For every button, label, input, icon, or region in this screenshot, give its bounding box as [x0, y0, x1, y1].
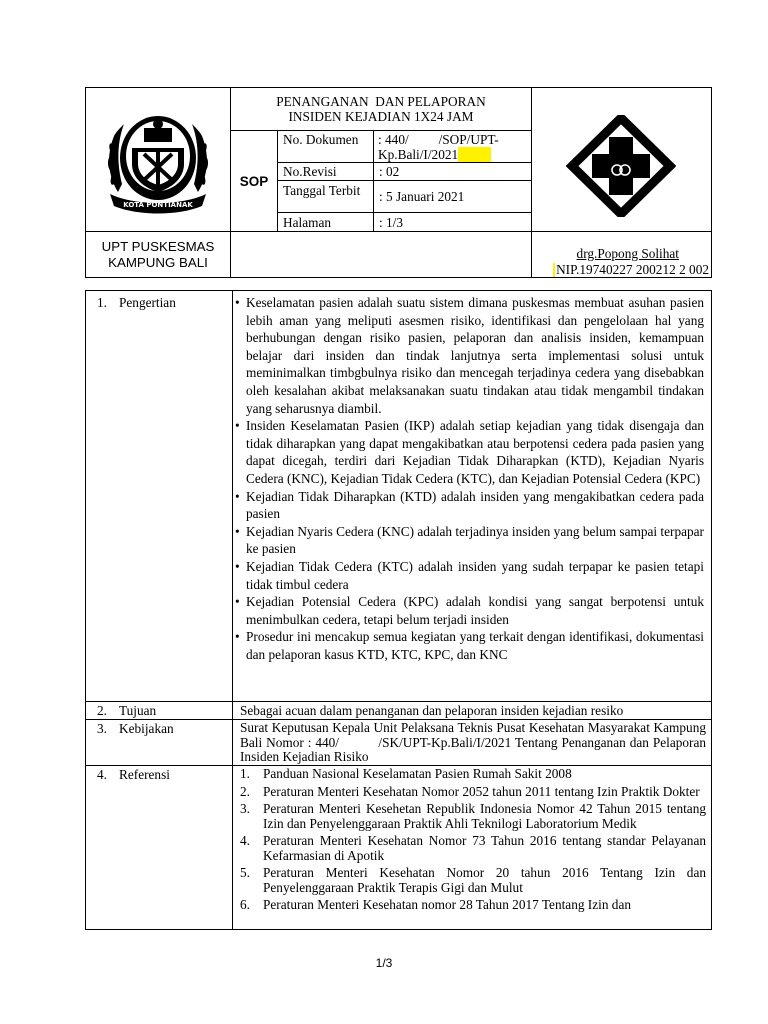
reference-text: Peraturan Menteri Kesehatan Nomor 20 tahun 2016 Tentang Izin dan Penyelenggaraan Praktik Terapis Gigi dan Mulut	[263, 865, 706, 895]
section-tujuan-label	[86, 702, 232, 719]
doc-number-text: : 440/ /SOP/UPT-Kp.Bali/I/2021	[378, 132, 499, 162]
sop-header-table	[85, 87, 712, 278]
section-pengertian-content	[234, 294, 704, 663]
section-4-number: 4.	[97, 767, 107, 782]
definition-item: • Kejadian Tidak Cedera (KTC) adalah insiden yang sudah terpapar ke pasien tetapi tidak timbul cedera	[234, 558, 704, 593]
section-2-number: 2.	[97, 703, 107, 718]
reference-item	[236, 802, 706, 831]
nip-highlight-mark	[553, 263, 555, 277]
sop-content-table	[85, 290, 712, 930]
reference-text: Peraturan Menteri Kesehetan Republik Indonesia Nomor 42 Tahun 2015 tentang Izin dan Penyelenggaraan Praktik Ahli Teknilogi Laboratorium Medik	[263, 801, 706, 831]
page-value: : 1/3	[379, 214, 404, 230]
org-line-1: UPT PUSKESMAS	[101, 239, 215, 254]
reference-text: Peraturan Menteri Kesehatan Nomor 2052 tahun 2011 tentang Izin Praktik Dokter	[263, 783, 700, 799]
city-emblem-logo	[104, 106, 212, 216]
reference-number: 5.	[240, 865, 250, 880]
section-4-title: Referensi	[119, 767, 170, 782]
section-pengertian-label	[86, 294, 232, 311]
doc-number-value	[374, 131, 531, 163]
reference-text: Peraturan Menteri Kesehatan Nomor 73 Tahun 2016 tentang standar Pelayanan Kefarmasian di Apotik	[263, 833, 706, 863]
title-line-2: INSIDEN KEJADIAN 1X24 JAM	[288, 109, 474, 124]
section-referensi-label	[86, 766, 232, 783]
section-referensi-content	[236, 767, 706, 916]
section-3-number: 3.	[97, 721, 107, 736]
definition-item: • Kejadian Potensial Cedera (KPC) adalah kondisi yang sangat berpotensi untuk menimbulkan cedera, tetapi belum terjadi insiden	[234, 593, 704, 628]
section-2-title: Tujuan	[119, 703, 157, 718]
reference-text: Panduan Nasional Keselamatan Pasien Rumah Sakit 2008	[263, 766, 572, 781]
revision-value: : 02	[374, 163, 531, 181]
signer-nip: NIP.19740227 200212 2 002	[556, 261, 709, 277]
header-divider-right	[531, 88, 532, 231]
reference-number: 2.	[240, 783, 250, 799]
reference-number: 3.	[240, 801, 250, 816]
signer-nip-row	[532, 262, 709, 278]
reference-item	[236, 866, 706, 895]
reference-text: Peraturan Menteri Kesehatan nomor 28 Tahun 2017 Tentang Izin dan	[263, 897, 632, 912]
section-tujuan-content: Sebagai acuan dalam penanganan dan pelaporan insiden kejadian resiko	[240, 703, 624, 718]
definition-item: • Keselamatan pasien adalah suatu sistem dimana puskesmas membuat asuhan pasien lebih aman yang meliputi asesmen risiko, identifikasi dan pengelolaan hal yang berhubungan dengan risiko pasien, pelaporan dan analisis insiden, kemampuan belajar dari insiden dan tindak lanjutnya serta implementasi solusi untuk meminimalkan timbgbulnya risiko dan mencegah terjadinya cedera yang disebabkan oleh kesalahan akibat melaksanakan suatu tindakan atau tidak mengambil tindakan yang seharusnya diambil.	[234, 294, 704, 417]
sop-label: SOP	[231, 131, 278, 231]
revision-label: No.Revisi	[278, 163, 374, 181]
section-1-title: Pengertian	[119, 295, 176, 310]
title-line-1: PENANGANAN DAN PELAPORAN	[276, 94, 486, 109]
definition-item: • Insiden Keselamatan Pasien (IKP) adalah setiap kejadian yang tidak disengaja dan tidak diharapkan yang dapat mengakibatkan atau berpotensi cedera pada pasien yang dapat dicegah, terdiri dari Kejadian Tidak Diharapkan (KTD), Kejadian Nyaris Cedera (KNC), Kejadian Tidak Cedera (KTC), dan Kejadian Potensial Cedera (KPC)	[234, 417, 704, 487]
signer-name: drg.Popong Solihat	[576, 246, 679, 261]
health-cross-logo	[566, 115, 676, 217]
section-3-title: Kebijakan	[119, 721, 174, 736]
doc-number-label: No. Dokumen	[278, 131, 374, 163]
issue-date-label: Tanggal Terbit	[278, 181, 374, 213]
definition-item: • Kejadian Tidak Diharapkan (KTD) adalah insiden yang mengakibatkan cedera pada pasien	[234, 488, 704, 523]
organization-name	[86, 232, 230, 278]
reference-item	[236, 834, 706, 863]
definition-list	[234, 294, 704, 663]
document-title	[231, 88, 531, 130]
section-kebijakan-content: Surat Keputusan Kepala Unit Pelaksana Teknis Pusat Kesehatan Masyarakat Kampung Bali Nomor : 440/ /SK/UPT-Kp.Bali/I/2021 Tentang Penanganan dan Pelaporan Insiden Kejadian Risiko	[240, 720, 710, 765]
signer-block	[532, 246, 711, 277]
definition-item: • Prosedur ini mencakup semua kegiatan yang terkait dengan identifikasi, dokumentasi dan pelaporan kasus KTD, KTC, KPC, dan KNC	[234, 628, 704, 663]
emblem-caption: KOTA PONTIANAK	[123, 201, 193, 209]
reference-item	[236, 767, 706, 782]
doc-number-highlight	[458, 147, 491, 162]
section-kebijakan-label	[86, 720, 232, 737]
reference-item	[236, 898, 706, 913]
reference-number: 6.	[240, 897, 250, 912]
reference-number: 4.	[240, 833, 250, 848]
page-number: 1/3	[375, 956, 393, 970]
section-1-number: 1.	[97, 295, 107, 310]
definition-item: • Kejadian Nyaris Cedera (KNC) adalah terjadinya insiden yang belum sampai terpapar ke pasien	[234, 523, 704, 558]
content-column-divider	[232, 291, 233, 930]
page-label: Halaman	[278, 213, 374, 231]
header-hline-mid	[230, 231, 711, 232]
reference-item	[236, 785, 706, 800]
org-line-2: KAMPUNG BALI	[108, 255, 208, 270]
reference-list	[236, 767, 706, 913]
reference-number: 1.	[240, 766, 250, 781]
issue-date-value: : 5 Januari 2021	[374, 181, 531, 213]
document-info-grid	[278, 131, 531, 231]
